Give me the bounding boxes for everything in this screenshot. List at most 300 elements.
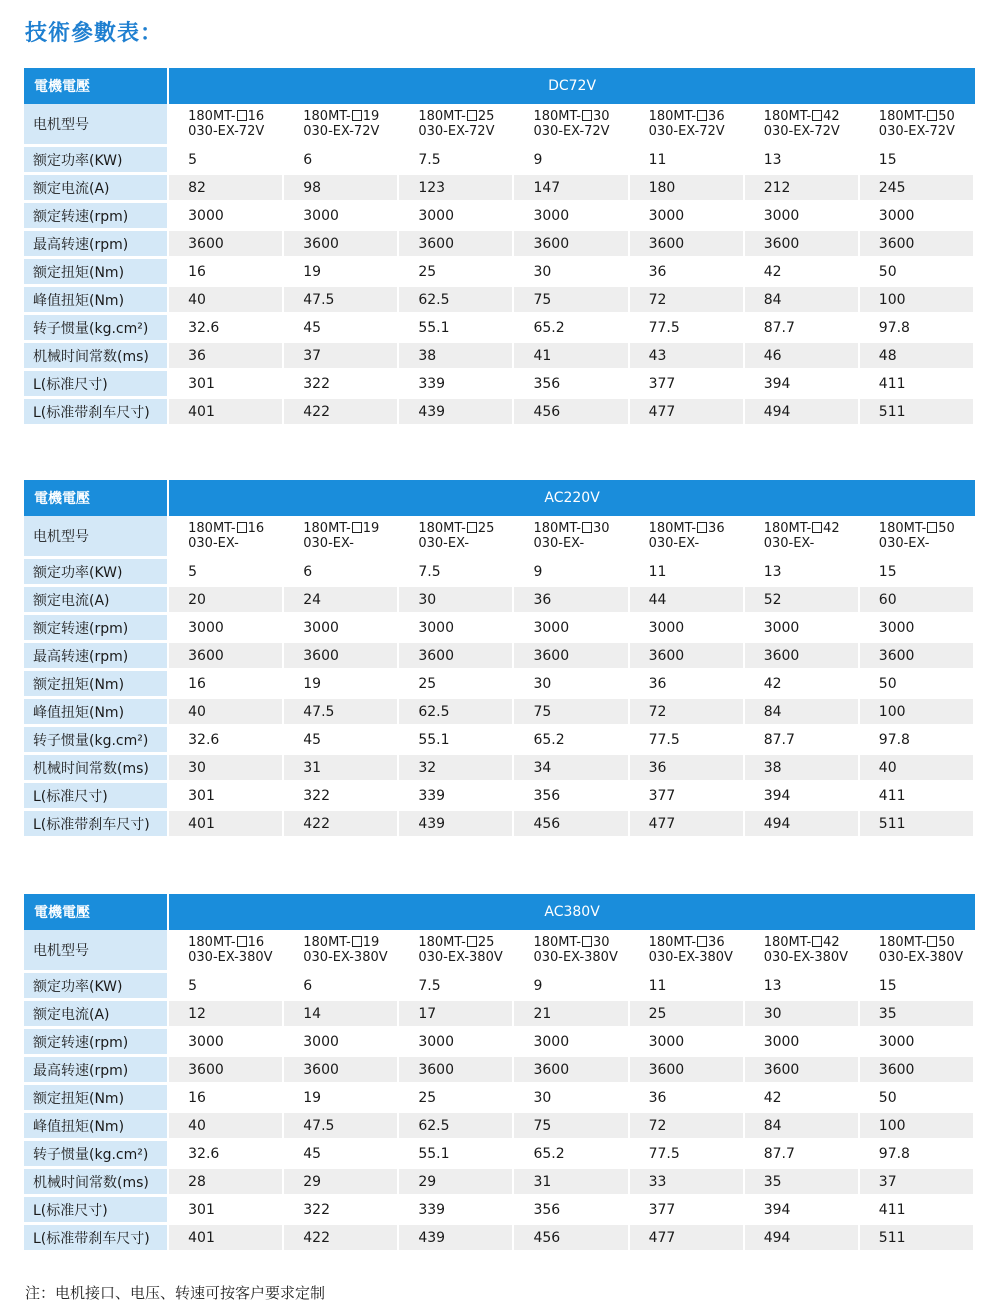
model-prefix: 180MT- <box>648 521 697 536</box>
table-row <box>24 559 975 587</box>
model-line-2: 030-EX-380V <box>648 950 733 965</box>
table-cell: 62.5 <box>399 699 514 727</box>
model-prefix: 180MT- <box>188 521 236 536</box>
model-cell <box>630 930 745 973</box>
table-cell: 439 <box>399 399 514 427</box>
table-cell: 42 <box>745 1085 860 1113</box>
table-cell: 411 <box>860 783 975 811</box>
model-line-1 <box>188 935 282 950</box>
row-label: 机械时间常数(ms) <box>24 343 169 371</box>
table-cell: 3000 <box>169 203 284 231</box>
table-cell: 77.5 <box>630 1141 745 1169</box>
table-cell: 12 <box>169 1001 284 1029</box>
table-cell: 77.5 <box>630 727 745 755</box>
row-label: 机械时间常数(ms) <box>24 755 169 783</box>
model-line-1 <box>649 935 743 950</box>
empty-box-icon <box>467 110 477 121</box>
table-cell: 301 <box>169 371 284 399</box>
table-cell: 494 <box>745 811 860 839</box>
table-cell: 72 <box>630 1113 745 1141</box>
model-suffix: 36 <box>708 935 725 950</box>
model-line-1 <box>418 521 512 536</box>
table-cell: 9 <box>514 559 629 587</box>
voltage-title: AC380V <box>169 894 975 930</box>
model-line-1 <box>418 109 512 124</box>
model-suffix: 50 <box>938 935 955 950</box>
table-cell: 3600 <box>745 1057 860 1085</box>
model-line-2: 030-EX-72V <box>763 124 840 139</box>
table-cell: 62.5 <box>399 287 514 315</box>
table-cell: 72 <box>630 699 745 727</box>
table-cell: 477 <box>630 811 745 839</box>
table-cell: 6 <box>284 973 399 1001</box>
model-prefix: 180MT- <box>418 521 466 536</box>
model-prefix: 180MT- <box>878 109 927 124</box>
table-cell: 16 <box>169 1085 284 1113</box>
table-cell: 3600 <box>630 1057 745 1085</box>
model-cell <box>169 516 284 559</box>
model-line-2: 030-EX-380V <box>188 950 273 965</box>
table-cell: 15 <box>860 559 975 587</box>
row-label: 机械时间常数(ms) <box>24 1169 169 1197</box>
row-label: L(标准带刹车尺寸) <box>24 399 169 427</box>
table-cell: 16 <box>169 259 284 287</box>
table-cell: 339 <box>399 1197 514 1225</box>
table-cell: 38 <box>745 755 860 783</box>
table-cell: 40 <box>169 1113 284 1141</box>
model-prefix: 180MT- <box>303 521 351 536</box>
table-cell: 401 <box>169 1225 284 1253</box>
empty-box-icon <box>237 522 247 533</box>
model-cell <box>514 516 629 559</box>
table-row <box>24 175 975 203</box>
model-row <box>24 930 975 973</box>
model-suffix: 16 <box>247 109 265 124</box>
empty-box-icon <box>582 936 592 947</box>
row-label: 峰值扭矩(Nm) <box>24 699 169 727</box>
table-cell: 25 <box>399 259 514 287</box>
table-cell: 21 <box>514 1001 629 1029</box>
table-cell: 3000 <box>399 203 514 231</box>
table-row <box>24 1001 975 1029</box>
row-label: 电机型号 <box>24 516 169 559</box>
row-label: 额定功率(KW) <box>24 147 169 175</box>
table-cell: 31 <box>514 1169 629 1197</box>
table-cell: 3600 <box>284 643 399 671</box>
table-cell: 3600 <box>745 643 860 671</box>
table-cell: 87.7 <box>745 1141 860 1169</box>
table-header-row <box>24 68 975 104</box>
table-cell: 456 <box>514 1225 629 1253</box>
table-cell: 494 <box>745 1225 860 1253</box>
table-cell: 29 <box>284 1169 399 1197</box>
model-suffix: 50 <box>938 109 955 124</box>
model-line-1 <box>188 521 282 536</box>
row-label: L(标准尺寸) <box>24 1197 169 1225</box>
table-cell: 377 <box>630 1197 745 1225</box>
table-cell: 180 <box>630 175 745 203</box>
empty-box-icon <box>237 936 247 947</box>
table-cell: 377 <box>630 371 745 399</box>
table-cell: 30 <box>169 755 284 783</box>
spec-table-ac220v <box>24 480 975 839</box>
table-cell: 75 <box>514 1113 629 1141</box>
table-row <box>24 755 975 783</box>
model-line-1 <box>533 935 627 950</box>
page-title: 技術參數表： <box>25 21 164 46</box>
table-cell: 65.2 <box>514 1141 629 1169</box>
table-row <box>24 287 975 315</box>
model-line-2: 030-EX-72V <box>878 124 955 139</box>
table-cell: 11 <box>630 147 745 175</box>
table-cell: 40 <box>169 287 284 315</box>
table-cell: 19 <box>284 259 399 287</box>
model-cell <box>284 516 399 559</box>
model-cell <box>745 930 860 973</box>
table-cell: 9 <box>514 973 629 1001</box>
table-cell: 29 <box>399 1169 514 1197</box>
table-cell: 3000 <box>514 615 629 643</box>
table-cell: 52 <box>745 587 860 615</box>
table-row <box>24 643 975 671</box>
table-cell: 45 <box>284 315 399 343</box>
table-cell: 477 <box>630 1225 745 1253</box>
table-cell: 43 <box>630 343 745 371</box>
table-cell: 13 <box>745 973 860 1001</box>
table-cell: 3000 <box>399 1029 514 1057</box>
model-cell <box>514 930 629 973</box>
table-cell: 55.1 <box>399 727 514 755</box>
model-cell <box>630 516 745 559</box>
empty-box-icon <box>352 522 362 533</box>
table-cell: 3600 <box>860 643 975 671</box>
table-cell: 3600 <box>630 231 745 259</box>
table-cell: 15 <box>860 973 975 1001</box>
model-line-1 <box>879 521 973 536</box>
empty-box-icon <box>927 936 937 947</box>
table-cell: 36 <box>630 259 745 287</box>
model-line-2: 030-EX-72V <box>648 124 725 139</box>
table-cell: 356 <box>514 1197 629 1225</box>
model-prefix: 180MT- <box>648 935 697 950</box>
model-line-1 <box>764 935 858 950</box>
table-cell: 65.2 <box>514 315 629 343</box>
model-line-2: 030-EX-72V <box>533 124 610 139</box>
model-cell <box>860 516 975 559</box>
table-row <box>24 727 975 755</box>
header-label: 電機電壓 <box>24 480 169 516</box>
model-prefix: 180MT- <box>878 521 927 536</box>
table-cell: 456 <box>514 399 629 427</box>
empty-box-icon <box>582 522 592 533</box>
table-cell: 35 <box>860 1001 975 1029</box>
table-cell: 30 <box>514 1085 629 1113</box>
footnote: 注：电机接口、电压、转速可按客户要求定制 <box>25 1284 326 1302</box>
table-cell: 147 <box>514 175 629 203</box>
row-label: 转子惯量(kg.cm²) <box>24 315 169 343</box>
table-cell: 3000 <box>630 615 745 643</box>
table-cell: 3000 <box>860 1029 975 1057</box>
table-cell: 33 <box>630 1169 745 1197</box>
table-cell: 30 <box>514 671 629 699</box>
table-cell: 3000 <box>514 1029 629 1057</box>
model-cell <box>169 930 284 973</box>
empty-box-icon <box>812 522 822 533</box>
table-cell: 36 <box>630 1085 745 1113</box>
table-cell: 422 <box>284 811 399 839</box>
model-prefix: 180MT- <box>418 109 466 124</box>
model-line-1 <box>764 521 858 536</box>
table-row <box>24 147 975 175</box>
table-cell: 77.5 <box>630 315 745 343</box>
model-suffix: 42 <box>823 935 840 950</box>
table-cell: 97.8 <box>860 727 975 755</box>
table-cell: 24 <box>284 587 399 615</box>
table-cell: 9 <box>514 147 629 175</box>
table-cell: 339 <box>399 371 514 399</box>
table-row <box>24 783 975 811</box>
row-label: 额定转速(rpm) <box>24 203 169 231</box>
table-cell: 36 <box>169 343 284 371</box>
table-row <box>24 1029 975 1057</box>
table-cell: 394 <box>745 783 860 811</box>
table-cell: 87.7 <box>745 315 860 343</box>
table-cell: 50 <box>860 1085 975 1113</box>
table-cell: 422 <box>284 1225 399 1253</box>
table-cell: 511 <box>860 399 975 427</box>
table-cell: 401 <box>169 399 284 427</box>
table-cell: 401 <box>169 811 284 839</box>
model-suffix: 19 <box>362 935 380 950</box>
row-label: 额定电流(A) <box>24 1001 169 1029</box>
model-line-2: 030-EX- <box>418 536 470 551</box>
table-row <box>24 671 975 699</box>
table-cell: 3000 <box>284 203 399 231</box>
table-cell: 3600 <box>284 231 399 259</box>
table-cell: 3600 <box>169 1057 284 1085</box>
model-suffix: 30 <box>592 521 610 536</box>
table-cell: 75 <box>514 699 629 727</box>
table-cell: 15 <box>860 147 975 175</box>
model-line-1 <box>649 109 743 124</box>
table-row <box>24 203 975 231</box>
table-cell: 6 <box>284 559 399 587</box>
table-cell: 123 <box>399 175 514 203</box>
model-line-2: 030-EX- <box>188 536 239 551</box>
row-label: 转子惯量(kg.cm²) <box>24 727 169 755</box>
table-cell: 46 <box>745 343 860 371</box>
table-cell: 3600 <box>745 231 860 259</box>
model-line-2: 030-EX-380V <box>763 950 849 965</box>
table-cell: 13 <box>745 559 860 587</box>
table-cell: 3600 <box>399 1057 514 1085</box>
table-row <box>24 371 975 399</box>
table-cell: 50 <box>860 671 975 699</box>
model-cell <box>630 104 745 147</box>
table-cell: 301 <box>169 1197 284 1225</box>
table-cell: 100 <box>860 1113 975 1141</box>
row-label: 最高转速(rpm) <box>24 643 169 671</box>
row-label: L(标准尺寸) <box>24 783 169 811</box>
table-cell: 3600 <box>399 231 514 259</box>
model-suffix: 19 <box>362 521 380 536</box>
table-cell: 322 <box>284 783 399 811</box>
table-row <box>24 615 975 643</box>
table-cell: 456 <box>514 811 629 839</box>
table-row <box>24 315 975 343</box>
row-label: 最高转速(rpm) <box>24 1057 169 1085</box>
model-prefix: 180MT- <box>533 109 581 124</box>
table-cell: 3000 <box>860 203 975 231</box>
row-label: 额定扭矩(Nm) <box>24 259 169 287</box>
table-cell: 36 <box>630 671 745 699</box>
model-line-2: 030-EX-72V <box>303 124 380 139</box>
table-cell: 245 <box>860 175 975 203</box>
table-cell: 301 <box>169 783 284 811</box>
model-cell <box>399 104 514 147</box>
table-cell: 37 <box>860 1169 975 1197</box>
table-cell: 47.5 <box>284 287 399 315</box>
table-cell: 3600 <box>860 231 975 259</box>
table-cell: 7.5 <box>399 559 514 587</box>
table-cell: 98 <box>284 175 399 203</box>
model-line-2: 030-EX-380V <box>878 950 964 965</box>
table-cell: 17 <box>399 1001 514 1029</box>
spec-table-ac380v <box>24 894 975 1253</box>
table-cell: 212 <box>745 175 860 203</box>
table-cell: 75 <box>514 287 629 315</box>
row-label: 峰值扭矩(Nm) <box>24 1113 169 1141</box>
table-cell: 82 <box>169 175 284 203</box>
model-prefix: 180MT- <box>878 935 927 950</box>
table-cell: 3000 <box>169 1029 284 1057</box>
row-label: 额定功率(KW) <box>24 559 169 587</box>
model-line-2: 030-EX- <box>303 536 354 551</box>
table-header-row <box>24 480 975 516</box>
empty-box-icon <box>697 522 707 533</box>
model-line-2: 030-EX-72V <box>188 124 265 139</box>
model-suffix: 36 <box>708 109 725 124</box>
table-row <box>24 343 975 371</box>
model-line-1 <box>418 935 512 950</box>
model-prefix: 180MT- <box>188 109 236 124</box>
model-prefix: 180MT- <box>648 109 697 124</box>
model-prefix: 180MT- <box>303 935 351 950</box>
table-cell: 55.1 <box>399 315 514 343</box>
table-cell: 11 <box>630 559 745 587</box>
table-cell: 394 <box>745 1197 860 1225</box>
table-cell: 3000 <box>745 1029 860 1057</box>
table-cell: 3000 <box>745 615 860 643</box>
table-cell: 3000 <box>630 1029 745 1057</box>
table-cell: 84 <box>745 1113 860 1141</box>
model-suffix: 42 <box>823 521 840 536</box>
model-suffix: 25 <box>477 935 495 950</box>
table-cell: 494 <box>745 399 860 427</box>
table-cell: 97.8 <box>860 1141 975 1169</box>
table-cell: 3600 <box>169 231 284 259</box>
empty-box-icon <box>812 110 822 121</box>
table-cell: 3000 <box>745 203 860 231</box>
table-cell: 3600 <box>514 231 629 259</box>
empty-box-icon <box>352 936 362 947</box>
model-suffix: 30 <box>592 935 610 950</box>
table-cell: 477 <box>630 399 745 427</box>
table-cell: 44 <box>630 587 745 615</box>
table-cell: 32.6 <box>169 727 284 755</box>
model-cell <box>860 104 975 147</box>
model-line-1 <box>649 521 743 536</box>
header-label: 電機電壓 <box>24 68 169 104</box>
model-prefix: 180MT- <box>763 109 812 124</box>
table-cell: 45 <box>284 1141 399 1169</box>
empty-box-icon <box>467 936 477 947</box>
table-cell: 25 <box>630 1001 745 1029</box>
table-cell: 322 <box>284 1197 399 1225</box>
model-line-1 <box>303 109 397 124</box>
row-label: L(标准带刹车尺寸) <box>24 1225 169 1253</box>
row-label: L(标准尺寸) <box>24 371 169 399</box>
model-line-1 <box>879 109 973 124</box>
model-suffix: 30 <box>592 109 610 124</box>
table-row <box>24 811 975 839</box>
model-row <box>24 516 975 559</box>
voltage-title: AC220V <box>169 480 975 516</box>
row-label: 电机型号 <box>24 104 169 147</box>
table-cell: 7.5 <box>399 973 514 1001</box>
empty-box-icon <box>582 110 592 121</box>
model-line-1 <box>879 935 973 950</box>
table-row <box>24 587 975 615</box>
row-label: 额定转速(rpm) <box>24 1029 169 1057</box>
table-cell: 3600 <box>630 643 745 671</box>
model-suffix: 25 <box>477 109 495 124</box>
model-prefix: 180MT- <box>418 935 466 950</box>
table-cell: 35 <box>745 1169 860 1197</box>
table-row <box>24 399 975 427</box>
table-cell: 50 <box>860 259 975 287</box>
table-row <box>24 973 975 1001</box>
table-cell: 40 <box>860 755 975 783</box>
table-cell: 32.6 <box>169 315 284 343</box>
table-cell: 5 <box>169 559 284 587</box>
table-cell: 55.1 <box>399 1141 514 1169</box>
row-label: 额定电流(A) <box>24 175 169 203</box>
table-cell: 62.5 <box>399 1113 514 1141</box>
table-cell: 42 <box>745 671 860 699</box>
table-cell: 36 <box>630 755 745 783</box>
table-cell: 25 <box>399 1085 514 1113</box>
table-cell: 20 <box>169 587 284 615</box>
table-cell: 7.5 <box>399 147 514 175</box>
table-cell: 42 <box>745 259 860 287</box>
table-row <box>24 259 975 287</box>
model-suffix: 25 <box>477 521 495 536</box>
row-label: 额定扭矩(Nm) <box>24 671 169 699</box>
table-cell: 13 <box>745 147 860 175</box>
table-cell: 3600 <box>514 1057 629 1085</box>
table-cell: 47.5 <box>284 1113 399 1141</box>
model-line-1 <box>764 109 858 124</box>
model-line-2: 030-EX- <box>648 536 700 551</box>
table-cell: 84 <box>745 699 860 727</box>
table-cell: 3600 <box>284 1057 399 1085</box>
model-prefix: 180MT- <box>763 521 812 536</box>
table-row <box>24 1225 975 1253</box>
empty-box-icon <box>697 936 707 947</box>
empty-box-icon <box>927 110 937 121</box>
table-cell: 3600 <box>169 643 284 671</box>
